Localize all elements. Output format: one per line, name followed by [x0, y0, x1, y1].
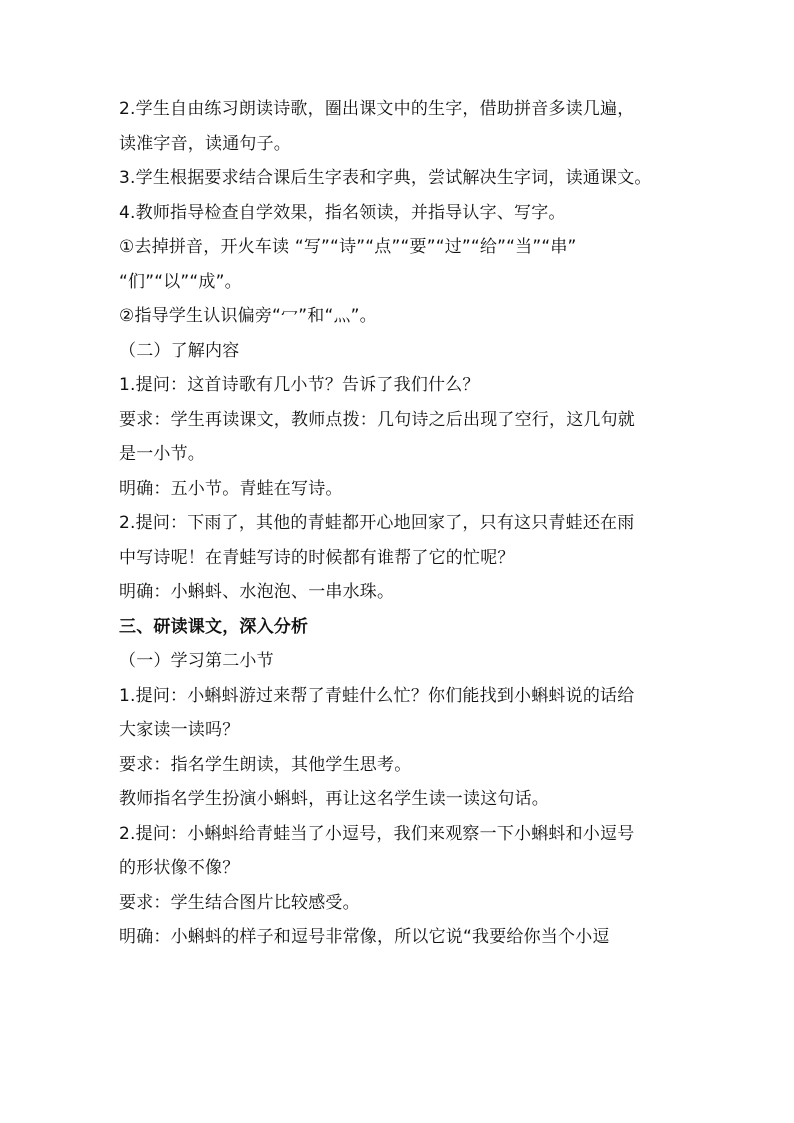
text-line: 明确：五小节。青蛙在写诗。	[119, 478, 343, 499]
text-line: 教师指名学生扮演小蝌蚪，再让这名学生读一读这句话。	[119, 789, 549, 809]
text-line: 中写诗呢！在青蛙写诗的时候都有谁帮了它的忙呢？	[119, 547, 515, 568]
lesson-plan-text	[119, 92, 699, 955]
text-line: 读准字音，读通句子。	[119, 133, 291, 154]
text-line: 2.学生自由练习朗读诗歌，圈出课文中的生字，借助拼音多读几遍，	[119, 99, 635, 119]
text-line: 要求：学生结合图片比较感受。	[119, 892, 360, 913]
text-line: 明确：小蝌蚪的样子和逗号非常像，所以它说“我要给你当个小逗	[119, 927, 610, 947]
text-line: 3.学生根据要求结合课后生字表和字典，尝试解决生字词，读通课文。	[119, 168, 652, 188]
text-line: ②指导学生认识偏旁“冖”和“灬”。	[119, 306, 377, 326]
text-line: 要求：学生再读课文，教师点拨：几句诗之后出现了空行，这几句就	[119, 409, 635, 430]
text-line: 是一小节。	[119, 444, 205, 464]
section-subheading: （二）了解内容	[119, 340, 240, 361]
section-heading: 三、研读课文，深入分析	[119, 616, 309, 637]
section-subheading: （一）学习第二小节	[119, 651, 274, 671]
text-line: 的形状像不像？	[119, 858, 240, 878]
text-line: 1.提问：这首诗歌有几小节？告诉了我们什么？	[119, 375, 480, 395]
text-line: 要求：指名学生朗读，其他学生思考。	[119, 754, 412, 775]
text-line: 大家读一读吗？	[119, 720, 240, 740]
text-line: ①去掉拼音，开火车读 “写”“诗”“点”“要”“过”“给”“当”“串”	[119, 237, 577, 257]
text-line: “们”“以”“成”。	[119, 271, 242, 292]
text-line: 1.提问：小蝌蚪游过来帮了青蛙什么忙？你们能找到小蝌蚪说的话给	[119, 685, 635, 706]
text-line: 4.教师指导检查自学效果，指名领读，并指导认字、写字。	[119, 202, 566, 223]
text-line: 明确：小蝌蚪、水泡泡、一串水珠。	[119, 582, 395, 602]
text-line: 2.提问：下雨了，其他的青蛙都开心地回家了，只有这只青蛙还在雨	[119, 513, 635, 533]
text-line: 2.提问：小蝌蚪给青蛙当了小逗号，我们来观察一下小蝌蚪和小逗号	[119, 823, 635, 844]
